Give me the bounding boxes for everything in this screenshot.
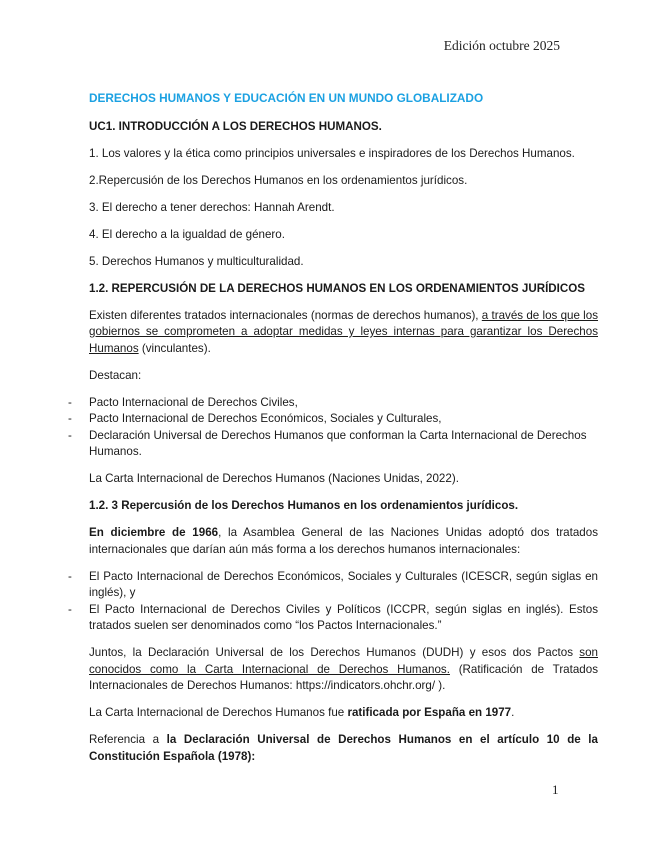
toc-item-1: 1. Los valores y la ética como principios universales e inspiradores de los Derechos Humanos. (89, 146, 575, 160)
toc-item-5: 5. Derechos Humanos y multiculturalidad. (89, 254, 304, 268)
pacts-list (89, 569, 598, 635)
p3-end: . (511, 706, 515, 719)
p2-end: (Ratificación de Tratados Internacionales de Derechos Humanos: https://indicators.ohchr.org/ ). (89, 662, 598, 692)
intro-underlined: a través de los que los gobiernos se comprometen a adoptar medidas y leyes internas para garantizar los Derechos Humanos (89, 308, 599, 355)
unit-heading: UC1. INTRODUCCIÓN A LOS DERECHOS HUMANOS. (89, 119, 382, 133)
p1-rest: , la Asamblea General de las Naciones Unidas adoptó dos tratados internacionales que darían aún más forma a los derechos humanos internacionales: (89, 526, 598, 556)
list-item: - El Pacto Internacional de Derechos Económicos, Sociales y Culturales (ICESCR, según siglas en inglés), y (89, 569, 598, 602)
edition-header: Edición octubre 2025 (443, 38, 560, 53)
carta-reference: La Carta Internacional de Derechos Humanos (Naciones Unidas, 2022). (89, 472, 459, 485)
p4-start: Referencia a (89, 733, 167, 746)
date-bold: En diciembre de 1966 (89, 526, 219, 539)
section-1-2-3-heading: 1.2. 3 Repercusión de los Derechos Humanos en los ordenamientos jurídicos. (89, 499, 519, 512)
section-1-2-3-paragraph-2 (89, 645, 598, 695)
toc-item-3: 3. El derecho a tener derechos: Hannah Arendt. (89, 200, 335, 214)
section-1-2-3-paragraph-3 (89, 705, 598, 722)
p3-bold: ratificada por España en 1977 (347, 706, 512, 719)
list-item: - Declaración Universal de Derechos Humanos que conforman la Carta Internacional de Derechos Humanos. (89, 428, 598, 461)
intro-end: (vinculantes). (138, 341, 211, 355)
treaties-list (89, 395, 598, 461)
toc-item-4: 4. El derecho a la igualdad de género. (89, 227, 285, 241)
section-1-2-3-paragraph-4 (89, 732, 598, 765)
p3-start: La Carta Internacional de Derechos Humanos fue (89, 706, 348, 719)
intro-text: Existen diferentes tratados internacionales (normas de derechos humanos), (89, 308, 482, 322)
destacan-label: Destacan: (89, 368, 142, 382)
list-item: - El Pacto Internacional de Derechos Civiles y Políticos (ICCPR, según siglas en inglés). Estos tratados suelen ser denominados como “los Pactos Internacionales.” (89, 602, 598, 635)
section-1-2-heading: 1.2. REPERCUSIÓN DE LA DERECHOS HUMANOS EN LOS ORDENAMIENTOS JURÍDICOS (89, 281, 586, 295)
section-1-2-3-paragraph-1 (89, 525, 598, 558)
p2-start: Juntos, la Declaración Universal de los Derechos Humanos (DUDH) y esos dos Pactos (89, 646, 580, 659)
toc-item-2: 2.Repercusión de los Derechos Humanos en los ordenamientos jurídicos. (89, 173, 468, 187)
p4-bold: la Declaración Universal de Derechos Humanos en el artículo 10 de la Constitución Española (1978): (89, 733, 598, 763)
p2-underlined: son conocidos como la Carta Internacional de Derechos Humanos. (89, 646, 598, 676)
document-title: DERECHOS HUMANOS Y EDUCACIÓN EN UN MUNDO GLOBALIZADO (89, 91, 484, 105)
section-1-2-intro (89, 308, 598, 358)
list-item: - Pacto Internacional de Derechos Civiles, (89, 395, 598, 412)
list-item: - Pacto Internacional de Derechos Económicos, Sociales y Culturales, (89, 411, 598, 428)
page-number: 1 (552, 782, 559, 797)
document-body (89, 90, 598, 776)
